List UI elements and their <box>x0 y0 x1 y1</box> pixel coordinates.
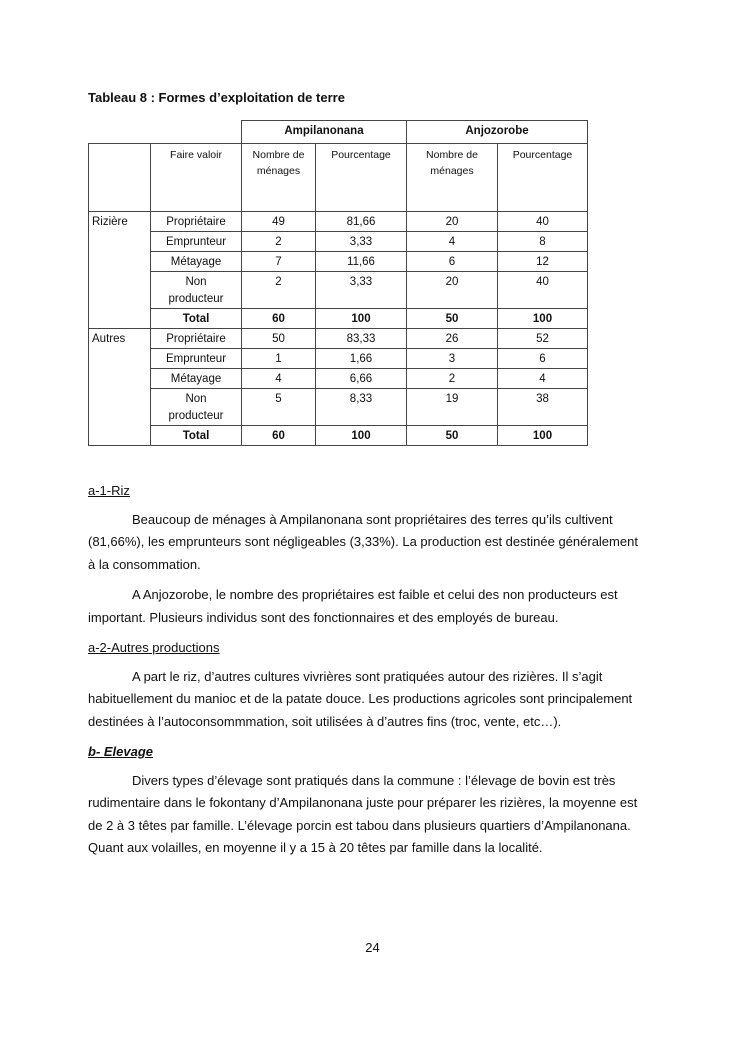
value-cell: 20 <box>407 212 498 232</box>
page-number: 24 <box>365 940 380 955</box>
table-row <box>89 426 588 446</box>
value-cell: 100 <box>316 426 407 446</box>
table-row <box>89 329 588 349</box>
value-cell: 1 <box>242 349 316 369</box>
paragraph: A Anjozorobe, le nombre des propriétaires est faible et celui des non producteurs est important. Plusieurs individus sont des fonctionnaires et des employés de bureau. <box>88 587 618 625</box>
group-header: Anjozorobe <box>407 121 588 144</box>
table-row <box>89 212 588 232</box>
table-caption: Tableau 8 : Formes d’exploitation de terre <box>88 90 345 105</box>
value-cell: 100 <box>316 309 407 329</box>
value-cell: 26 <box>407 329 498 349</box>
faire-valoir-cell: Propriétaire <box>151 329 242 349</box>
value-cell: 3,33 <box>316 272 407 309</box>
value-cell: 100 <box>498 309 588 329</box>
faire-valoir-cell: Emprunteur <box>151 232 242 252</box>
group-header: Ampilanonana <box>242 121 407 144</box>
value-cell: 7 <box>242 252 316 272</box>
value-cell: 52 <box>498 329 588 349</box>
table-row <box>89 272 588 309</box>
value-cell: 8,33 <box>316 389 407 426</box>
faire-valoir-cell: Non producteur <box>151 389 242 426</box>
value-cell: 100 <box>498 426 588 446</box>
value-cell: 8 <box>498 232 588 252</box>
category-cell: Rizière <box>89 212 151 329</box>
value-cell: 60 <box>242 426 316 446</box>
value-cell: 38 <box>498 389 588 426</box>
value-cell: 11,66 <box>316 252 407 272</box>
col-header: Pourcentage <box>316 144 407 212</box>
faire-valoir-cell: Métayage <box>151 252 242 272</box>
value-cell: 4 <box>242 369 316 389</box>
value-cell: 49 <box>242 212 316 232</box>
value-cell: 6 <box>498 349 588 369</box>
value-cell: 4 <box>498 369 588 389</box>
table-row <box>89 309 588 329</box>
category-cell: Autres <box>89 329 151 446</box>
section-heading: b- Elevage <box>88 744 154 759</box>
value-cell: 6,66 <box>316 369 407 389</box>
value-cell: 2 <box>242 272 316 309</box>
faire-valoir-cell: Total <box>151 426 242 446</box>
value-cell: 60 <box>242 309 316 329</box>
value-cell: 19 <box>407 389 498 426</box>
section-heading: a-1-Riz <box>88 483 130 498</box>
value-cell: 2 <box>242 232 316 252</box>
table-row <box>89 389 588 426</box>
paragraph: Beaucoup de ménages à Ampilanonana sont propriétaires des terres qu’ils cultivent (81,66%), les emprunteurs sont négligeables (3,33%). La production est destinée généralement à la consommation. <box>88 511 638 572</box>
col-header: Faire valoir <box>151 144 242 212</box>
paragraph: Divers types d’élevage sont pratiqués dans la commune : l’élevage de bovin est très rudimentaire dans le fokontany d’Ampilanonana juste pour préparer les rizières, la moyenne est de 2 à 3 têtes par famille. L’élevage porcin est tabou dans plusieurs quartiers d’Ampilanonana. Quant aux volailles, en moyenne il y a 15 à 20 têtes par famille dans la localité. <box>88 772 638 855</box>
value-cell: 83,33 <box>316 329 407 349</box>
faire-valoir-cell: Propriétaire <box>151 212 242 232</box>
paragraph: A part le riz, d’autres cultures vivrières sont pratiquées autour des rizières. Il s’agit habituellement du manioc et de la patate douce. Les productions agricoles sont principalement destinées à l’autoconsommmation, soit utilisées à d’autres fins (troc, vente, etc…). <box>88 668 633 729</box>
value-cell: 1,66 <box>316 349 407 369</box>
faire-valoir-cell: Métayage <box>151 369 242 389</box>
value-cell: 50 <box>242 329 316 349</box>
table-row <box>89 252 588 272</box>
value-cell: 50 <box>407 426 498 446</box>
table-row <box>89 349 588 369</box>
value-cell: 12 <box>498 252 588 272</box>
value-cell: 2 <box>407 369 498 389</box>
land-exploitation-table <box>88 120 588 446</box>
value-cell: 40 <box>498 272 588 309</box>
value-cell: 3 <box>407 349 498 369</box>
value-cell: 20 <box>407 272 498 309</box>
faire-valoir-cell: Emprunteur <box>151 349 242 369</box>
table-row <box>89 369 588 389</box>
value-cell: 81,66 <box>316 212 407 232</box>
faire-valoir-cell: Total <box>151 309 242 329</box>
section-heading: a-2-Autres productions <box>88 640 220 655</box>
value-cell: 6 <box>407 252 498 272</box>
value-cell: 4 <box>407 232 498 252</box>
value-cell: 40 <box>498 212 588 232</box>
value-cell: 50 <box>407 309 498 329</box>
value-cell: 3,33 <box>316 232 407 252</box>
faire-valoir-cell: Non producteur <box>151 272 242 309</box>
value-cell: 5 <box>242 389 316 426</box>
col-header: Nombre de ménages <box>407 144 498 212</box>
col-header: Pourcentage <box>498 144 588 212</box>
body-text <box>88 480 648 868</box>
table-row <box>89 232 588 252</box>
col-header: Nombre de ménages <box>242 144 316 212</box>
